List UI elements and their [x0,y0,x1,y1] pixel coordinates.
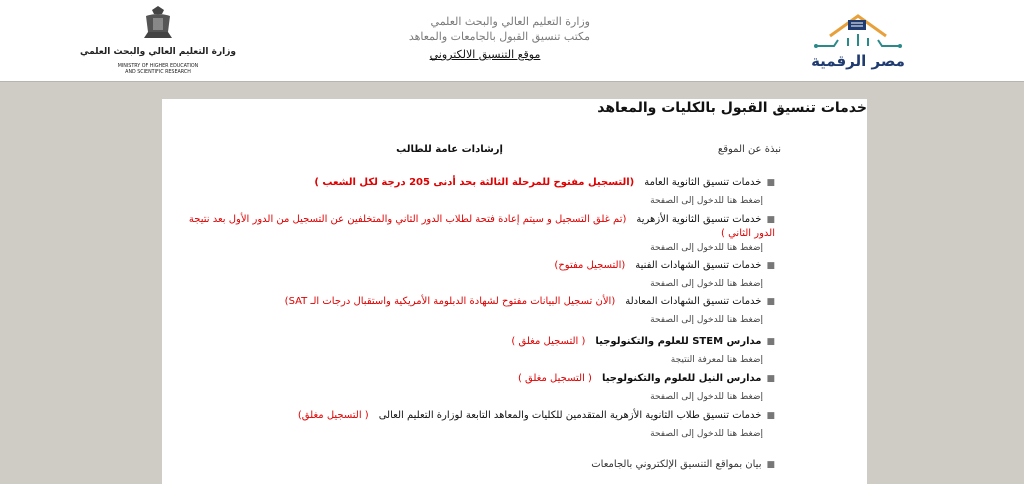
bullet-icon: ■ [766,215,775,225]
service-link[interactable]: إضغط هنا للدخول إلى الصفحة [650,243,763,253]
house-circuit-icon [814,16,902,48]
service-item [511,335,775,366]
logo-english-line2: AND SCIENTIFIC RESEARCH [125,70,191,75]
service-status: ( التسجيل مغلق) [297,410,369,421]
logo-title: مصر الرقمية [811,52,905,70]
service-item [314,176,775,207]
eagle-emblem-icon [144,6,172,38]
services-panel [162,99,867,484]
logo-arabic-text: وزارة التعليم العالي والبحث العلمي [79,47,237,57]
bullet-icon: ■ [766,261,775,271]
service-item [175,213,775,254]
service-item [554,259,775,290]
bullet-icon: ■ [766,337,775,347]
service-item [518,372,775,403]
ministry-line2: مكتب تنسيق القبول بالجامعات والمعاهد [408,30,590,43]
service-status: (التسجيل مفتوح للمرحلة الثالثة بحد أدنى 205 درجة لكل الشعب ) [314,177,635,188]
bullet-icon: ■ [766,374,775,384]
digital-egypt-logo [808,6,908,74]
service-link[interactable]: إضغط هنا للدخول إلى الصفحة [650,429,763,439]
service-name: خدمات تنسيق الثانوية الأزهرية [636,214,762,225]
about-site-link[interactable]: نبذة عن الموقع [717,144,781,155]
service-name: مدارس النيل للعلوم والتكنولوجيا [601,373,762,384]
page-title: خدمات تنسيق القبول بالكليات والمعاهد [597,100,867,116]
university-sites-link[interactable] [591,459,775,470]
service-link[interactable]: إضغط هنا للدخول إلى الصفحة [650,392,763,402]
service-status: (التسجيل مفتوح) [554,260,626,271]
service-link[interactable]: إضغط هنا لمعرفة النتيجة [670,355,763,365]
service-status: (الأن تسجيل البيانات مفتوح لشهادة الدبلومة الأمريكية واستقبال درجات الـ SAT) [284,296,616,307]
ministry-logo [79,4,237,78]
service-status: (تم غلق التسجيل و سيتم إعادة فتحة لطلاب الدور الثاني والمتخلفين عن التسجيل من الدور الأول بعد نتيجة الدور الثاني ) [188,214,775,239]
service-link[interactable]: إضغط هنا للدخول إلى الصفحة [650,315,763,325]
site-link[interactable]: موقع التنسيق الالكتروني [429,48,541,61]
site-header [0,0,1024,82]
header-ministry-text [380,14,590,62]
service-status: ( التسجيل مغلق ) [517,373,592,384]
service-name: خدمات تنسيق الشهادات الفنية [635,260,762,271]
service-link[interactable]: إضغط هنا للدخول إلى الصفحة [650,279,763,289]
bullet-icon: ■ [766,178,775,188]
logo-english-line1: MINISTRY OF HIGHER EDUCATION [117,64,199,69]
ministry-line1: وزارة التعليم العالي والبحث العلمي [430,15,590,28]
service-name: خدمات تنسيق طلاب الثانوية الأزهرية المتقدمين للكليات والمعاهد التابعة لوزارة التعليم العالى [378,410,762,421]
bullet-icon: ■ [766,297,775,307]
service-item [298,409,775,440]
service-name: خدمات تنسيق الشهادات المعادلة [625,296,762,307]
service-name: مدارس STEM للعلوم والتكنولوجيا [595,336,762,347]
bullet-icon: ■ [766,411,775,421]
university-sites-label: بيان بمواقع التنسيق الإلكتروني بالجامعات [591,459,762,470]
service-link[interactable]: إضغط هنا للدخول إلى الصفحة [650,196,763,206]
bullet-icon: ■ [766,460,775,470]
service-item [285,295,775,326]
service-name: خدمات تنسيق الثانوية العامة [644,177,762,188]
service-status: ( التسجيل مغلق ) [511,336,586,347]
student-guide-link[interactable]: إرشادات عامة للطالب [396,144,503,155]
